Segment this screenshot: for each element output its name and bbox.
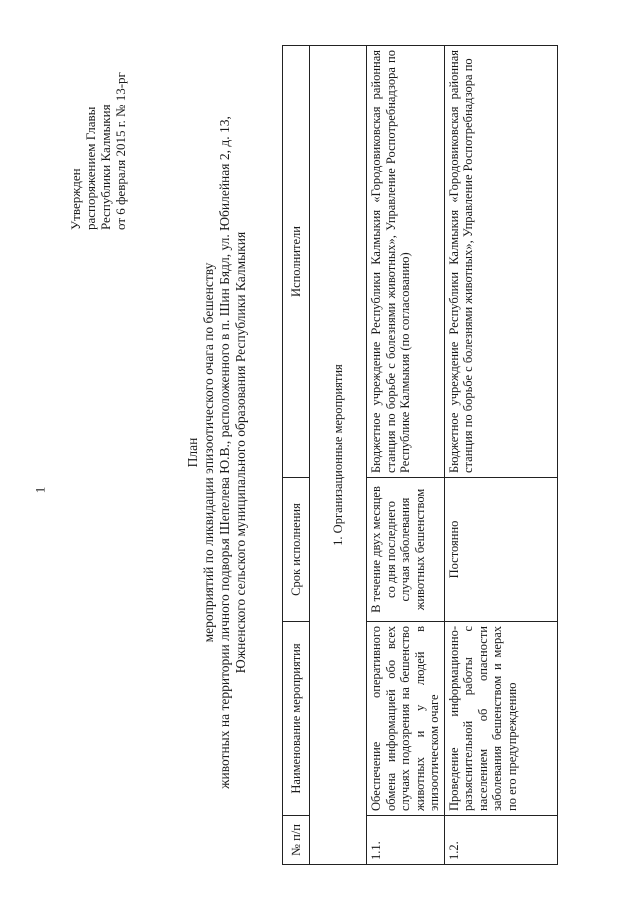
approval-line: распоряжением Главы: [83, 106, 98, 230]
title-line: животных на территории личного подворья Шепелева Ю.В., расположенного в п. Шин Бядл, ул. Юбилейная 2, д. 13,: [217, 116, 232, 789]
section-title: 1. Организационные мероприятия: [310, 46, 367, 865]
row-term: В течение двух месяцев со дня последнего случая заболевания животных бешенством: [367, 478, 445, 622]
document-title: [185, 0, 249, 905]
table-header-row: [283, 46, 310, 865]
row-executors: Бюджетное учреждение Республики Калмыкия «Городовиковская районная станция по борьбе с болезнями животных», Управление Роспотребнадзора по Республике Калмыкия (по согласованию): [367, 46, 445, 478]
table-row: [444, 46, 557, 865]
column-header-name: Наименование мероприятия: [283, 622, 310, 816]
page-number: 1: [32, 486, 48, 494]
row-term: Постоянно: [444, 478, 557, 622]
row-measure: Обеспечение оперативного обмена информацией обо всех случаях подозрения на бешенство животных и у людей в эпизоотическом очаге: [367, 622, 445, 816]
title-line: мероприятий по ликвидации эпизоотического очага по бешенству: [201, 262, 216, 643]
row-executors: [444, 46, 557, 478]
title-line: Южненского сельского муниципального образования Республики Калмыкия: [233, 231, 248, 674]
approval-line: от 6 февраля 2015 г. № 13-рг: [113, 72, 128, 230]
row-number: 1.2.: [444, 816, 557, 865]
column-header-term: Срок исполнения: [283, 478, 310, 622]
column-header-executors: Исполнители: [283, 46, 310, 478]
row-executors-text: Бюджетное учреждение Республики Калмыкия «Городовиковская районная станция по борьбе с болезнями животных», Управление Роспотребнадзора по: [446, 50, 475, 473]
approval-line: Утвержден: [68, 168, 83, 230]
table-row: [367, 46, 445, 865]
section-row: [310, 46, 367, 865]
column-header-number: № п/п: [283, 816, 310, 865]
title-line: План: [185, 437, 200, 468]
row-number: 1.1.: [367, 816, 445, 865]
approval-block: [68, 10, 128, 905]
approval-line: Республики Калмыкия: [98, 104, 113, 230]
measures-table: [282, 45, 558, 865]
row-measure: Проведение информационно-разъяснительной работы с населением об опасности заболевания бешенством и мерах по его предупреждению: [444, 622, 557, 816]
